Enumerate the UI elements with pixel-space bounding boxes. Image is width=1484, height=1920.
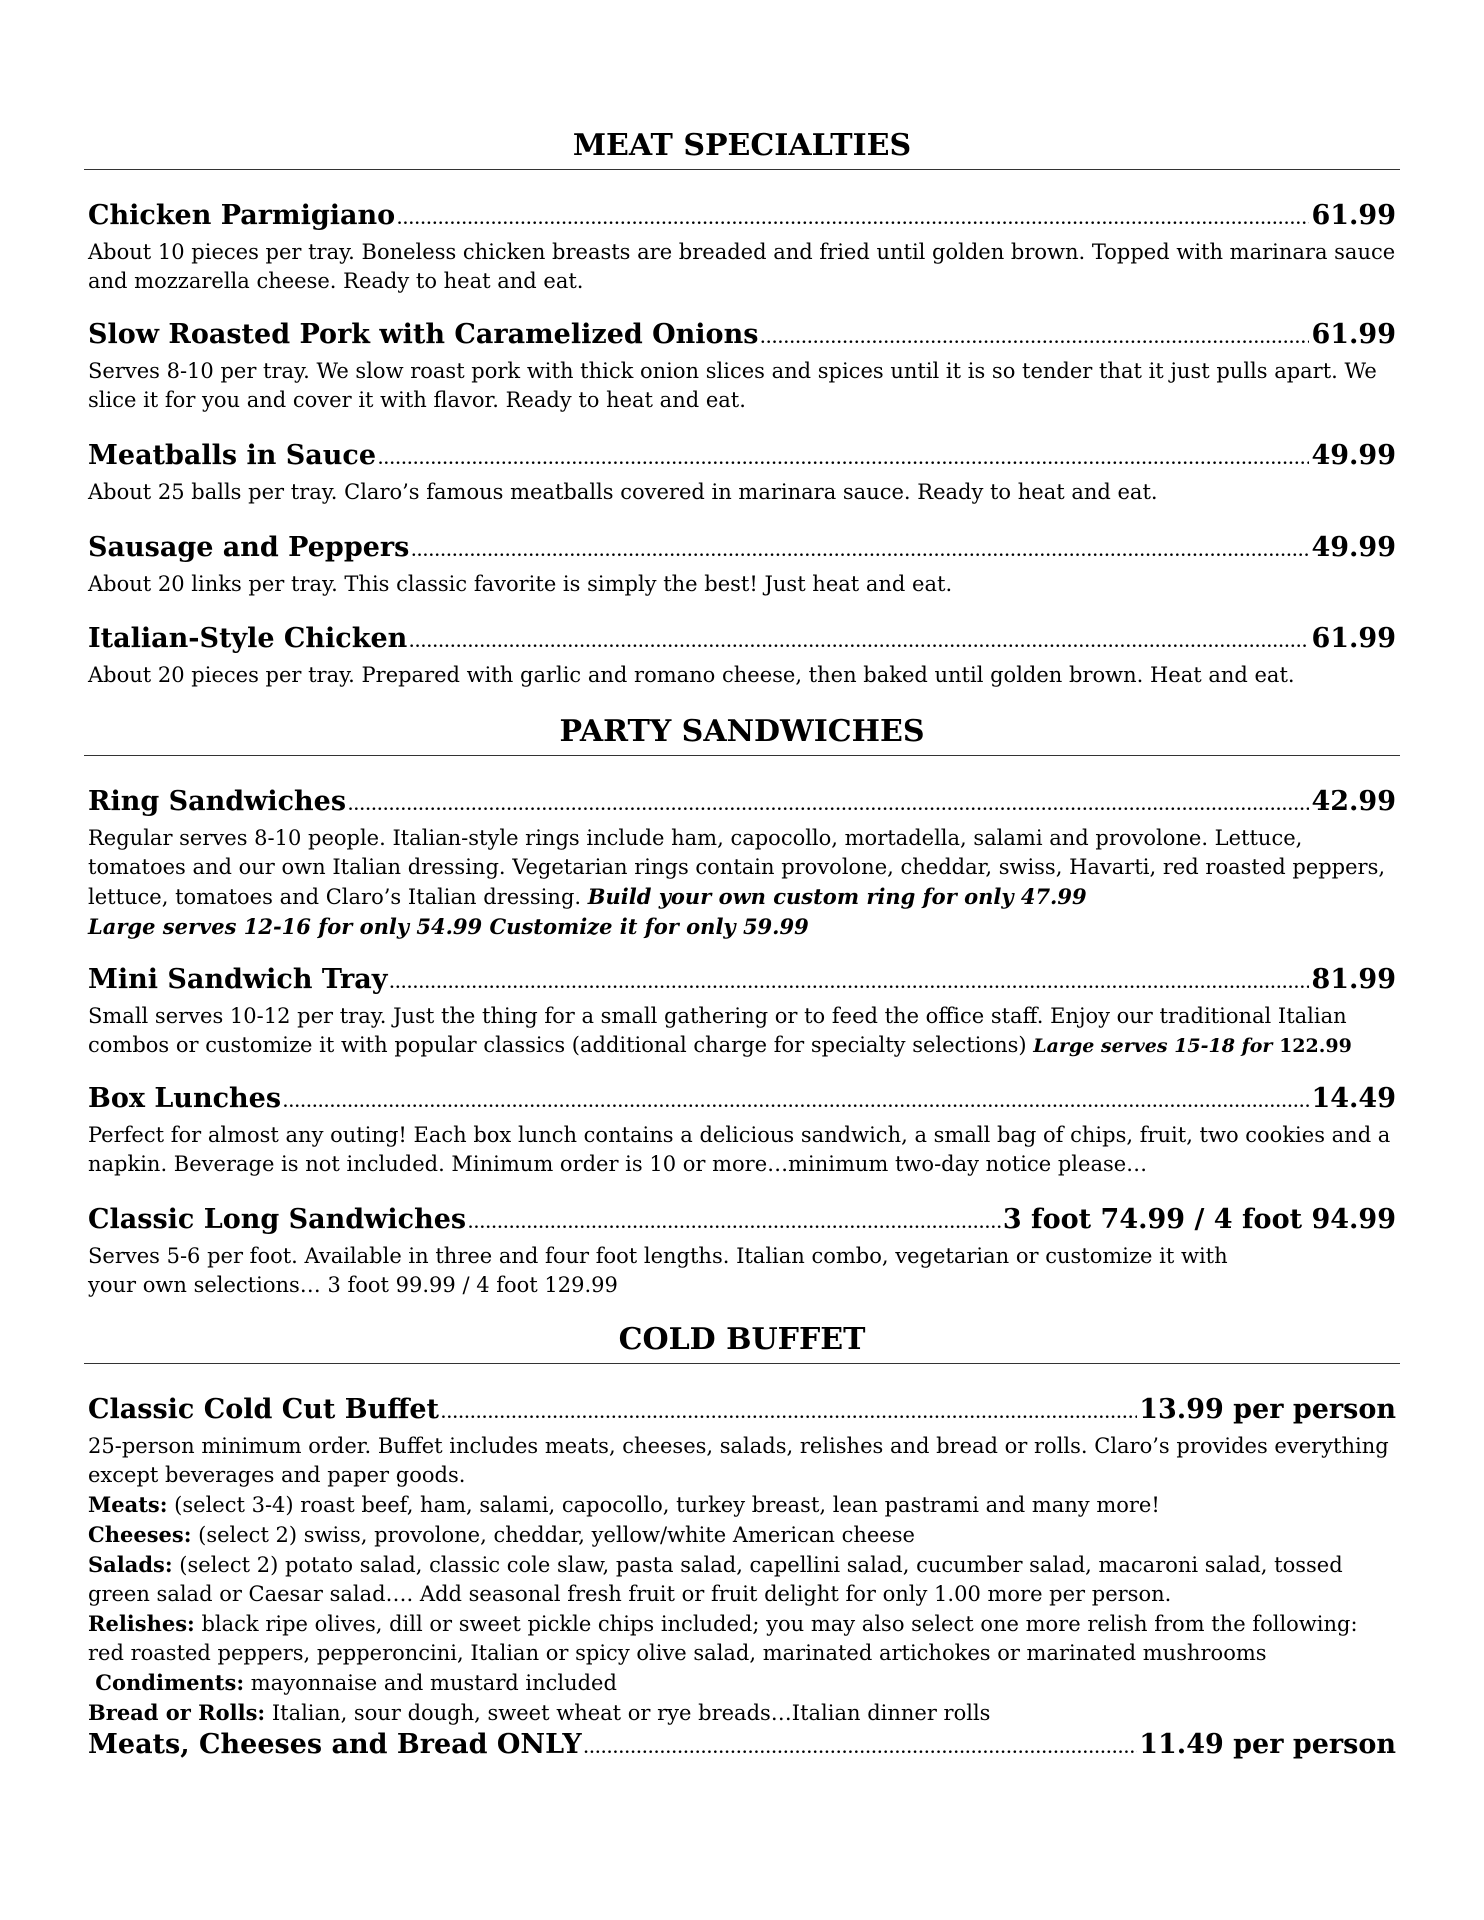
menu-item-classic-long-sandwiches <box>88 1203 1396 1300</box>
section-title-cold-buffet: COLD BUFFET <box>618 1322 866 1357</box>
meats-label: Meats: <box>88 1492 168 1517</box>
item-name: Chicken Parmigiano <box>88 200 396 231</box>
item-header <box>88 199 1396 237</box>
item-price: 42.99 <box>1311 786 1396 817</box>
item-name: Mini Sandwich Tray <box>88 964 388 995</box>
buffet-salads <box>88 1550 1396 1609</box>
item-name: Ring Sandwiches <box>88 786 347 817</box>
item-name: Sausage and Peppers <box>88 532 410 563</box>
item-description <box>88 1002 1396 1061</box>
item-price: 61.99 <box>1311 319 1396 350</box>
item-name: Box Lunches <box>88 1083 282 1114</box>
salads-text: (select 2) potato salad, classic cole slaw, pasta salad, capellini salad, cucumber salad, macaroni salad, tossed green salad or Caesar salad…. Add seasonal fresh fruit or fruit delight for only 1.00 more per person. <box>88 1553 1343 1606</box>
item-header <box>88 531 1396 569</box>
item-name: Meats, Cheeses and Bread ONLY <box>88 1729 582 1760</box>
menu-item-slow-roasted-pork <box>88 318 1396 415</box>
item-price: 61.99 <box>1311 623 1396 654</box>
item-name: Meatballs in Sauce <box>88 440 377 471</box>
item-price: 3 foot 74.99 / 4 foot 94.99 <box>1002 1204 1396 1235</box>
item-header <box>88 622 1396 660</box>
menu-item-box-lunches <box>88 1082 1396 1179</box>
item-price: 11.49 per person <box>1139 1729 1396 1760</box>
item-description: Serves 8-10 per tray. We slow roast pork with thick onion slices and spices until it is so tender that it just pulls apart. We slice it for you and cover it with flavor. Ready to heat and eat. <box>88 359 1377 412</box>
buffet-condiments <box>88 1668 1396 1698</box>
long-description-line-1: Serves 5-6 per foot. Available in three and four foot lengths. Italian combo, vegetarian or customize it with <box>88 1244 1228 1268</box>
item-description <box>88 1432 1396 1728</box>
item-header <box>88 439 1396 477</box>
section-divider <box>84 755 1400 756</box>
section-divider <box>84 169 1400 170</box>
item-name: Classic Long Sandwiches <box>88 1204 467 1235</box>
item-description: About 25 balls per tray. Claro’s famous meatballs covered in marinara sauce. Ready to heat and eat. <box>88 480 1158 504</box>
dot-leader <box>348 790 1309 823</box>
salads-label: Salads: <box>88 1552 173 1577</box>
bread-text: Italian, sour dough, sweet wheat or rye breads…Italian dinner rolls <box>265 1701 991 1725</box>
ring-description: Regular serves 8-10 people. Italian-style rings include ham, capocollo, mortadella, salami and provolone. Lettuce, tomatoes and our own Italian dressing. Vegetarian rings contain provolone, cheddar, swiss, Havarti, red roasted peppers, lettuce, tomatoes and Claro’s Italian dressing. <box>88 826 1386 909</box>
condiments-text: mayonnaise and mustard included <box>244 1671 617 1695</box>
item-price: 81.99 <box>1311 964 1396 995</box>
menu-item-chicken-parmigiano <box>88 199 1396 296</box>
menu-item-italian-style-chicken <box>88 622 1396 690</box>
menu-item-ring-sandwiches <box>88 785 1396 941</box>
mini-large-price: 122.99 <box>1272 1035 1352 1057</box>
dot-leader <box>283 1087 1309 1120</box>
mini-description: Small serves 10-12 per tray. Just the thing for a small gathering or to feed the office staff. Enjoy our traditional Italian combos or customize it with popular classics (additional charge for specialty selections) <box>88 1004 1347 1057</box>
item-description: About 20 links per tray. This classic favorite is simply the best! Just heat and eat. <box>88 572 953 596</box>
cheeses-label: Cheeses: <box>88 1522 192 1547</box>
menu-item-meats-cheeses-bread-only <box>88 1728 1396 1766</box>
menu-item-mini-sandwich-tray <box>88 963 1396 1061</box>
item-name: Classic Cold Cut Buffet <box>88 1394 440 1425</box>
section-divider <box>84 1363 1400 1364</box>
menu-item-meatballs-in-sauce <box>88 439 1396 507</box>
item-header <box>88 1393 1396 1431</box>
dot-leader <box>411 536 1309 569</box>
meats-text: (select 3-4) roast beef, ham, salami, capocollo, turkey breast, lean pastrami and many more! <box>167 1493 1160 1517</box>
item-price: 61.99 <box>1311 200 1396 231</box>
section-title-party-sandwiches: PARTY SANDWICHES <box>559 714 925 749</box>
long-description-line-2: your own selections… 3 foot 99.99 / 4 foot 129.99 <box>88 1273 618 1297</box>
bread-label: Bread or Rolls: <box>88 1700 266 1725</box>
item-description: About 10 pieces per tray. Boneless chicken breasts are breaded and fried until golden brown. Topped with marinara sauce and mozzarella cheese. Ready to heat and eat. <box>88 240 1396 293</box>
item-description <box>88 1242 1396 1300</box>
buffet-bread <box>88 1698 1396 1728</box>
item-header <box>88 1203 1396 1241</box>
cheeses-text: (select 2) swiss, provolone, cheddar, yellow/white American cheese <box>191 1523 915 1547</box>
dot-leader <box>468 1208 1001 1241</box>
dot-leader <box>389 968 1309 1001</box>
condiments-label: Condiments: <box>88 1670 245 1695</box>
item-description <box>88 824 1396 941</box>
relishes-label: Relishes: <box>88 1611 195 1636</box>
item-name: Italian-Style Chicken <box>88 623 408 654</box>
dot-leader <box>760 323 1309 356</box>
item-header <box>88 1082 1396 1120</box>
dot-leader <box>584 1733 1138 1766</box>
buffet-cheeses <box>88 1520 1396 1550</box>
menu-item-sausage-and-peppers <box>88 531 1396 599</box>
dot-leader <box>397 204 1309 237</box>
buffet-description: 25-person minimum order. Buffet includes meats, cheeses, salads, relishes and bread or rolls. Claro’s provides everything except beverages and paper goods. <box>88 1434 1389 1487</box>
dot-leader <box>441 1398 1137 1431</box>
item-description: About 20 pieces per tray. Prepared with garlic and romano cheese, then baked until golden brown. Heat and eat. <box>88 663 1295 687</box>
mini-large-label: Large serves 15-18 for <box>1033 1035 1273 1057</box>
item-price: 14.49 <box>1311 1083 1396 1114</box>
dot-leader <box>409 627 1309 660</box>
item-header <box>88 318 1396 356</box>
ring-large-offer: Large serves 12-16 for only 54.99 Customize it for only 59.99 <box>88 914 809 939</box>
item-header <box>88 785 1396 823</box>
relishes-text: black ripe olives, dill or sweet pickle chips included; you may also select one more relish from the following: red roasted peppers, pepperoncini, Italian or spicy olive salad, marinated artichokes or marinated mushrooms <box>88 1612 1358 1665</box>
buffet-meats <box>88 1490 1396 1520</box>
section-title-meat-specialties: MEAT SPECIALTIES <box>572 128 912 163</box>
item-header <box>88 963 1396 1001</box>
dot-leader <box>378 444 1309 477</box>
menu-item-classic-cold-cut-buffet <box>88 1393 1396 1766</box>
item-price: 13.99 per person <box>1139 1394 1396 1425</box>
ring-custom-offer: Build your own custom ring for only 47.99 <box>587 884 1087 909</box>
item-price: 49.99 <box>1311 440 1396 471</box>
item-price: 49.99 <box>1311 532 1396 563</box>
item-name: Slow Roasted Pork with Caramelized Onions <box>88 319 759 350</box>
item-description: Perfect for almost any outing! Each box lunch contains a delicious sandwich, a small bag of chips, fruit, two cookies and a napkin. Beverage is not included. Minimum order is 10 or more…minimum two-day notice please… <box>88 1123 1391 1176</box>
buffet-relishes <box>88 1609 1396 1668</box>
